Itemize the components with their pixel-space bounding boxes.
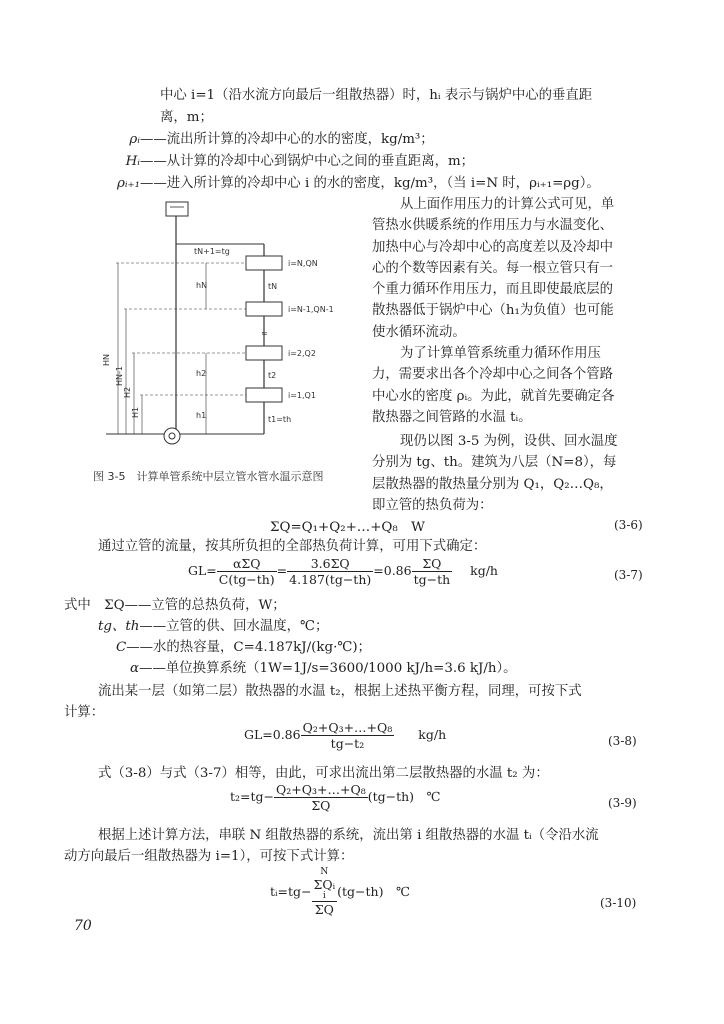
eq-num: Q₂+Q₃+…+Q₈: [302, 720, 393, 735]
para-line: 从上面作用压力的计算公式可见，单: [400, 197, 615, 212]
para-line: 即立管的热负荷为：: [372, 497, 493, 513]
label-H2: H2: [123, 386, 132, 398]
eq-rhs: (tg−th) ℃: [337, 884, 410, 899]
radiator-1: [246, 388, 282, 402]
para-line: 加热中心与冷却中心的高度差以及冷却中: [372, 239, 614, 255]
equation-3-7: [188, 556, 498, 587]
label-HN: HN: [102, 354, 111, 366]
text-equal: 式（3-8）与式（3-7）相等，由此，可求出流出第二层散热器的水温 t₂ 为：: [98, 766, 549, 781]
equation-3-10: [270, 868, 410, 917]
eq-lhs: GL=: [188, 563, 217, 578]
equation-3-6: ΣQ=Q₁+Q₂+…+Q₈ W: [270, 520, 425, 535]
para-line: 现仍以图 3-5 为例，设供、回水温度: [400, 434, 618, 449]
def-text: ——立管的总热负荷，W；: [124, 598, 286, 613]
eq-num: 3.6ΣQ: [287, 556, 373, 572]
eq-lhs: t₂=tg−: [230, 789, 275, 804]
def-symbol: ρᵢ: [129, 132, 140, 147]
radiator-N-1: [246, 302, 282, 316]
eq-fraction: [217, 556, 277, 587]
label-h2: h2: [196, 369, 207, 378]
equation-number-3-6: (3-6): [614, 518, 643, 532]
text-general-line-1: 根据上述计算方法，串联 N 组散热器的系统，流出第 i 组散热器的水温 tᵢ（令沿水流: [98, 828, 599, 843]
def-text: ——单位换算系统（1W=1J/s=3600/1000 kJ/h=3.6 kJ/h）。: [139, 661, 517, 676]
label-iN1: i=N-1,QN-1: [288, 305, 334, 314]
eq-den: ΣQ: [314, 902, 334, 917]
def-alpha: [130, 659, 517, 679]
right-paragraph-2: [372, 343, 662, 428]
para-line: 层散热器的散热量分别为 Q₁，Q₂…Q₈，: [372, 476, 613, 492]
sum-upper-limit: N: [320, 867, 329, 877]
intro-line-1: 中心 i=1（沿水流方向最后一组散热器）时，hᵢ 表示与锅炉中心的垂直距: [160, 88, 593, 103]
para-line: 心的个数等因素有关。每一根立管只有一: [372, 260, 614, 276]
eq-den: tg−t₂: [330, 736, 365, 751]
label-iN: i=N,QN: [288, 259, 318, 268]
para-line: 散热器之间管路的水温 tᵢ。: [372, 409, 532, 425]
equation-3-8: [244, 720, 446, 751]
def-symbol: α: [130, 661, 140, 676]
eq-den: tg−th: [413, 572, 451, 587]
def-text: ——进入所计算的冷却中心 i 的水的密度，kg/m³，（当 i=N 时，ρᵢ₊₁=ρg）。: [140, 176, 600, 191]
eq-lhs: tᵢ=tg−: [270, 884, 312, 899]
equation-number-3-8: (3-8): [608, 734, 637, 748]
expansion-tank: [166, 202, 188, 216]
eq-fraction: [301, 720, 395, 751]
equation-number-3-7: (3-7): [614, 568, 643, 582]
label-tN1-tg: tN+1=tg: [194, 247, 230, 256]
def-tg-th: [98, 617, 328, 637]
def-H-i: [100, 152, 474, 172]
text-general-line-2: 动方向最后一组散热器为 i=1），可按下式计算：: [64, 849, 354, 864]
para-line: 使水循环流动。: [372, 324, 466, 340]
def-symbol: 式中 ΣQ: [64, 598, 125, 613]
equation-3-9: [230, 782, 441, 813]
right-paragraph-1: [372, 194, 662, 343]
equation-number-3-9: (3-9): [608, 796, 637, 810]
figure-caption: 图 3-5 计算单管系统中层立管水管水温示意图: [93, 470, 324, 483]
def-sumQ: [64, 596, 286, 616]
eq-lhs: GL=0.86: [244, 727, 301, 742]
eq-mid: =: [276, 563, 288, 578]
eq-den: C(tg−th): [218, 572, 275, 587]
para-line: 力，需要求出各个冷却中心之间各个管路: [372, 367, 614, 383]
eq-num: ΣQ: [412, 556, 453, 572]
label-tN: tN: [268, 282, 278, 291]
para-line: 为了计算单管系统重力循环作用压: [400, 346, 601, 361]
def-symbol: tg、th: [98, 619, 140, 634]
text-layer2-line-1: 流出某一层（如第二层）散热器的水温 t₂，根据上述热平衡方程，同理，可按下式: [98, 684, 582, 699]
radiator-N: [246, 256, 282, 270]
def-symbol: C: [116, 640, 127, 655]
eq-unit: kg/h: [470, 563, 498, 578]
eq-fraction: [274, 782, 368, 813]
boiler: [164, 428, 180, 444]
label-HN1: HN-1: [115, 366, 124, 386]
eq-unit: kg/h: [418, 727, 447, 742]
eq-rhs: (tg−th) ℃: [367, 789, 441, 804]
def-symbol: Hᵢ: [125, 154, 140, 169]
figure-3-5-diagram: [96, 196, 366, 456]
right-paragraph-3: [372, 431, 662, 516]
para-line: 中心水的密度 ρᵢ。为此，就首先要确定各: [372, 388, 615, 404]
equation-number-3-10: (3-10): [600, 896, 637, 910]
eq-num: Q₂+Q₃+…+Q₈: [276, 782, 366, 797]
eq-mid: =0.86: [373, 563, 412, 578]
eq-fraction: [312, 868, 338, 917]
label-t2: t2: [268, 371, 277, 380]
label-i1: i=1,Q1: [288, 391, 316, 400]
label-h1: h1: [196, 411, 207, 420]
eq-num: αΣQ: [217, 556, 277, 572]
page-number: 70: [74, 918, 92, 934]
def-rho-i1: [100, 174, 600, 194]
def-rho-i: [118, 130, 434, 150]
intro-line-2: 离，m；: [160, 110, 213, 125]
def-text: ——从计算的冷却中心到锅炉中心之间的垂直距离，m；: [140, 154, 475, 169]
pipe-break-mark: ≈: [261, 329, 268, 338]
eq-den: ΣQ: [311, 798, 331, 813]
text-flow: 通过立管的流量，按其所负担的全部热负荷计算，可用下式确定：: [98, 539, 487, 554]
label-H1: H1: [131, 406, 140, 418]
para-line: 个重力循环作用压力，而且即使最底层的: [372, 282, 614, 298]
eq-fraction: [287, 556, 373, 587]
def-text: ——立管的供、回水温度，℃；: [139, 619, 329, 634]
radiator-2: [246, 346, 282, 360]
para-line: 散热器低于锅炉中心（h₁为负值）也可能: [372, 303, 614, 319]
def-text: ——水的热容量，C=4.187kJ/(kg·℃)；: [126, 640, 371, 655]
def-symbol: ρᵢ₊₁: [116, 176, 140, 191]
def-text: ——流出所计算的冷却中心的水的密度，kg/m³；: [140, 132, 434, 147]
eq-den: 4.187(tg−th): [289, 572, 372, 587]
label-i2: i=2,Q2: [288, 349, 316, 358]
label-t1-th: t1=th: [268, 415, 292, 424]
sum-lower-limit: i: [322, 891, 326, 901]
para-line: 分别为 tg、th。建筑为八层（N=8），每: [372, 455, 617, 471]
para-line: 管热水供暖系统的作用压力与水温变化、: [372, 218, 614, 234]
text-layer2-line-2: 计算：: [64, 705, 105, 720]
eq-num: [312, 868, 338, 902]
def-C: [116, 638, 371, 658]
label-hN: hN: [196, 281, 208, 290]
sum-term: ΣQᵢ: [313, 877, 336, 892]
eq-fraction: [412, 556, 453, 587]
